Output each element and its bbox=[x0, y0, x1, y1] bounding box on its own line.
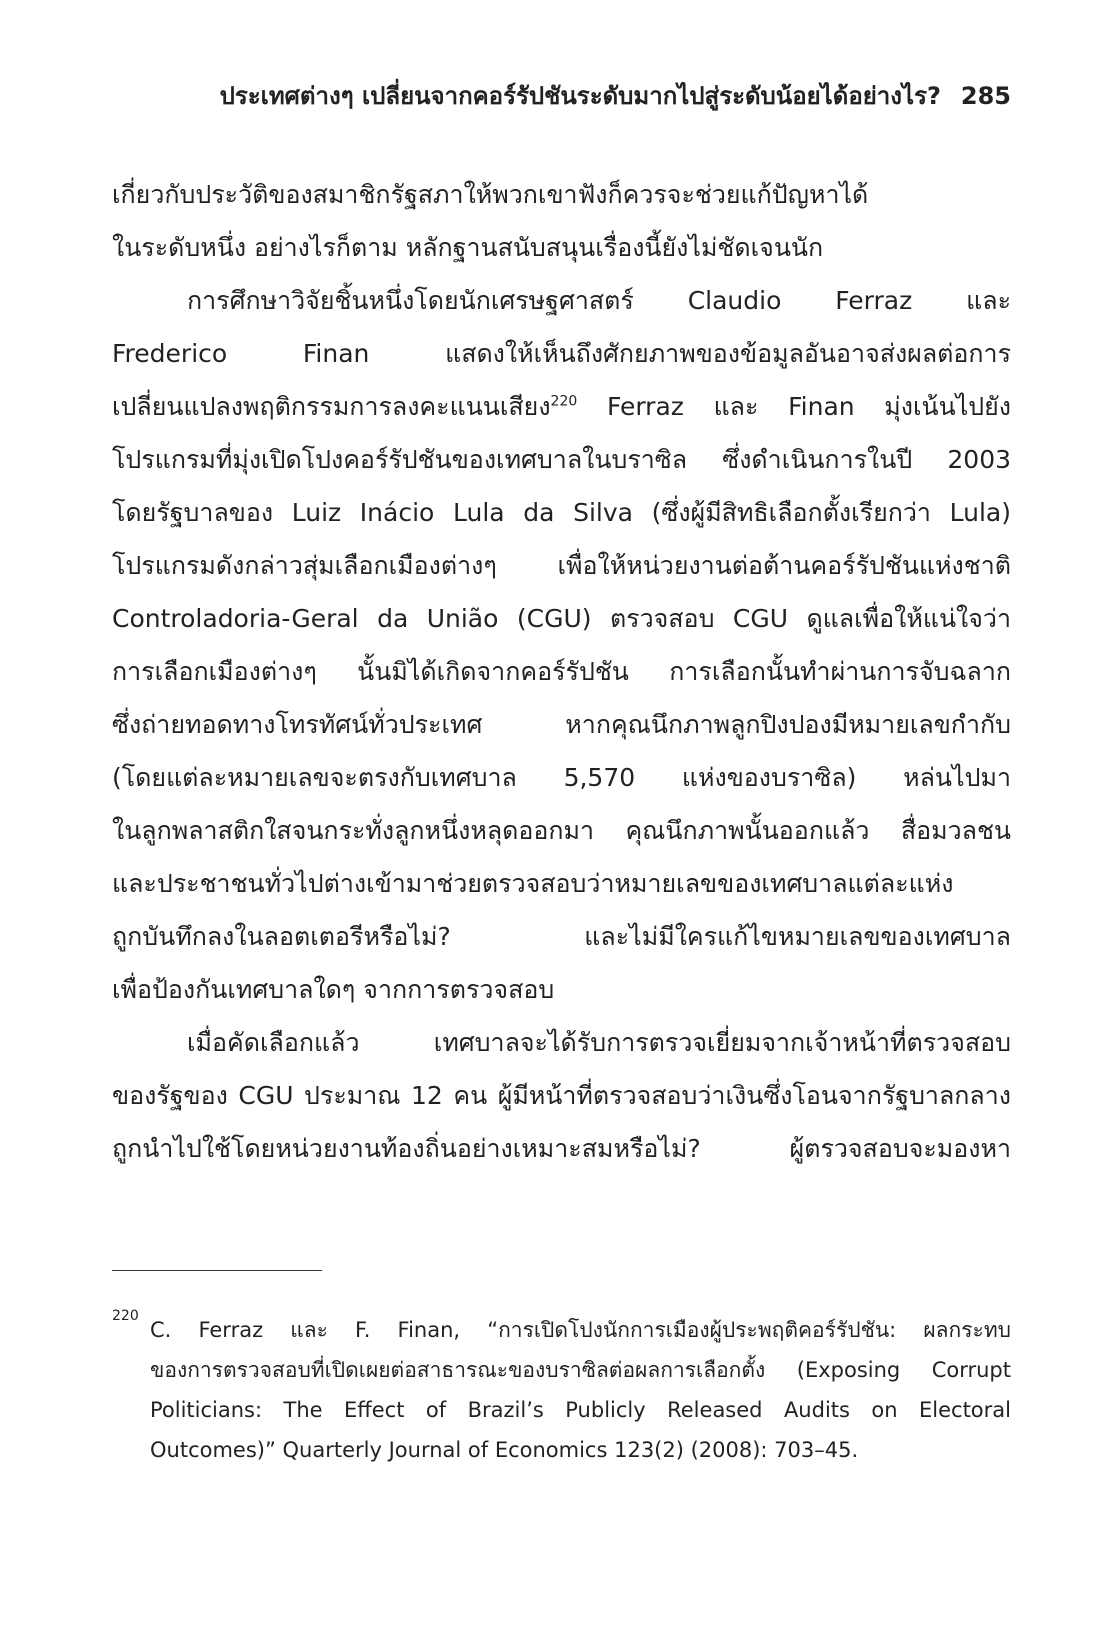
body-line: (โดยแต่ละหมายเลขจะตรงกับเทศบาล 5,570 แห่งของบราซิล) หล่นไปมา bbox=[112, 763, 1011, 792]
body-line: การศึกษาวิจัยชิ้นหนึ่งโดยนักเศรษฐศาสตร์ Claudio Ferraz และ bbox=[187, 286, 1011, 315]
body-line: การเลือกเมืองต่างๆ นั้นมิได้เกิดจากคอร์รัปชัน การเลือกนั้นทำผ่านการจับฉลาก bbox=[112, 657, 1011, 686]
footnote-line: C. Ferraz และ F. Finan, “การเปิดโปงนักการเมืองผู้ประพฤติคอร์รัปชัน: ผลกระทบ bbox=[150, 1318, 1011, 1342]
body-line: Frederico Finan แสดงให้เห็นถึงศักยภาพของข้อมูลอันอาจส่งผลต่อการ bbox=[112, 339, 1011, 368]
chapter-title: ประเทศต่างๆ เปลี่ยนจากคอร์รัปชันระดับมากไปสู่ระดับน้อยได้อย่างไร? bbox=[219, 82, 941, 110]
footnote bbox=[112, 1310, 1011, 1470]
body-line: ของรัฐของ CGU ประมาณ 12 คน ผู้มีหน้าที่ตรวจสอบว่าเงินซึ่งโอนจากรัฐบาลกลาง bbox=[112, 1081, 1011, 1110]
body-line: Controladoria-Geral da União (CGU) ตรวจสอบ CGU ดูแลเพื่อให้แน่ใจว่า bbox=[112, 604, 1011, 633]
body-line-with-footnote-ref bbox=[112, 380, 1011, 433]
footnote-divider bbox=[112, 1270, 322, 1271]
body-line: ในระดับหนึ่ง อย่างไรก็ตาม หลักฐานสนับสนุนเรื่องนี้ยังไม่ชัดเจนนัก bbox=[112, 233, 824, 262]
page-number: 285 bbox=[960, 82, 1011, 110]
body-line: โดยรัฐบาลของ Luiz Inácio Lula da Silva (ซึ่งผู้มีสิทธิเลือกตั้งเรียกว่า Lula) bbox=[112, 498, 1011, 527]
body-line: เพื่อป้องกันเทศบาลใดๆ จากการตรวจสอบ bbox=[112, 975, 555, 1004]
body-line: โปรแกรมดังกล่าวสุ่มเลือกเมืองต่างๆ เพื่อให้หน่วยงานต่อต้านคอร์รัปชันแห่งชาติ bbox=[112, 551, 1011, 580]
body-line: เมื่อคัดเลือกแล้ว เทศบาลจะได้รับการตรวจเยี่ยมจากเจ้าหน้าที่ตรวจสอบ bbox=[187, 1028, 1011, 1057]
body-line: และประชาชนทั่วไปต่างเข้ามาช่วยตรวจสอบว่าหมายเลขของเทศบาลแต่ละแห่ง bbox=[112, 869, 954, 898]
body-line: ถูกบันทึกลงในลอตเตอรีหรือไม่? และไม่มีใครแก้ไขหมายเลขของเทศบาล bbox=[112, 922, 1011, 951]
footnote-line: Outcomes)” Quarterly Journal of Economics 123(2) (2008): 703–45. bbox=[150, 1438, 859, 1462]
footnote-number: 220 bbox=[112, 1308, 139, 1324]
body-line: ซึ่งถ่ายทอดทางโทรทัศน์ทั่วประเทศ หากคุณนึกภาพลูกปิงปองมีหมายเลขกำกับ bbox=[112, 710, 1011, 739]
running-header bbox=[112, 80, 1011, 112]
footnote-line: ของการตรวจสอบที่เปิดเผยต่อสาธารณะของบราซิลต่อผลการเลือกตั้ง (Exposing Corrupt bbox=[150, 1358, 1011, 1382]
footnote-text bbox=[150, 1310, 1011, 1470]
body-line-part: Ferraz และ Finan มุ่งเน้นไปยัง bbox=[577, 392, 1011, 421]
footnote-line: Politicians: The Effect of Brazil’s Publicly Released Audits on Electoral bbox=[150, 1398, 1011, 1422]
body-line: ถูกนำไปใช้โดยหน่วยงานท้องถิ่นอย่างเหมาะสมหรือไม่? ผู้ตรวจสอบจะมองหา bbox=[112, 1134, 1011, 1163]
body-line: เกี่ยวกับประวัติของสมาชิกรัฐสภาให้พวกเขาฟังก็ควรจะช่วยแก้ปัญหาได้ bbox=[112, 180, 869, 209]
body-line: โปรแกรมที่มุ่งเปิดโปงคอร์รัปชันของเทศบาลในบราซิล ซึ่งดำเนินการในปี 2003 bbox=[112, 445, 1011, 474]
body-line: ในลูกพลาสติกใสจนกระทั่งลูกหนึ่งหลุดออกมา คุณนึกภาพนั้นออกแล้ว สื่อมวลชน bbox=[112, 816, 1011, 845]
body-text bbox=[112, 168, 1011, 1175]
body-line-part: เปลี่ยนแปลงพฤติกรรมการลงคะแนนเสียง bbox=[112, 392, 551, 421]
footnote-reference[interactable]: 220 bbox=[550, 393, 578, 410]
